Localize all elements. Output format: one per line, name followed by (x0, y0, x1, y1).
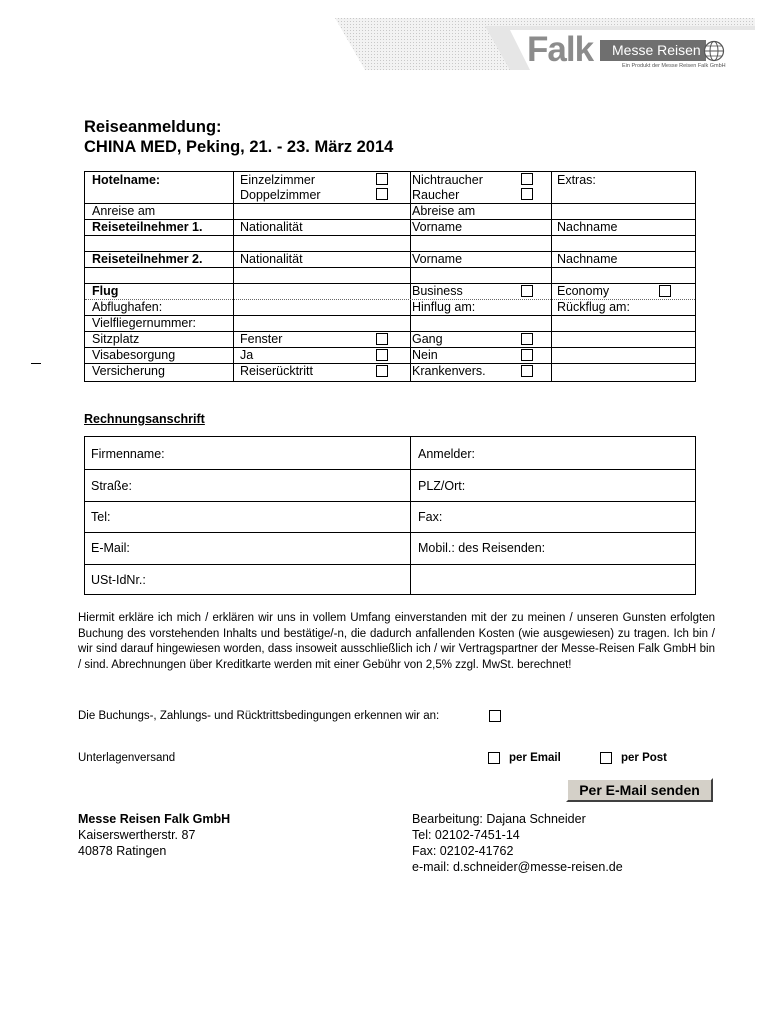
globe-icon (703, 40, 725, 62)
label-business: Business (412, 284, 463, 298)
label-flug: Flug (92, 284, 119, 298)
terms-text: Die Buchungs-, Zahlungs- und Rücktrittsbedingungen erkennen wir an: (78, 710, 440, 722)
checkbox-doppelzimmer[interactable] (376, 188, 388, 200)
checkbox-nichtraucher[interactable] (521, 173, 533, 185)
billing-table (84, 436, 696, 595)
label-anreise: Anreise am (92, 204, 156, 218)
label-nationalitaet-2: Nationalität (240, 252, 303, 266)
label-per-post: per Post (621, 752, 668, 764)
checkbox-reiseruecktritt[interactable] (376, 365, 388, 377)
contact-email: e-mail: d.schneider@messe-reisen.de (412, 860, 623, 874)
label-vorname-2: Vorname (412, 252, 463, 266)
label-nachname-2: Nachname (557, 252, 618, 266)
label-einzelzimmer: Einzelzimmer (240, 173, 316, 187)
label-nichtraucher: Nichtraucher (412, 173, 483, 187)
checkbox-krankenvers[interactable] (521, 365, 533, 377)
label-nationalitaet-1: Nationalität (240, 220, 303, 234)
label-sitzplatz: Sitzplatz (92, 332, 140, 346)
label-per-email: per Email (509, 752, 561, 764)
checkbox-per-email[interactable] (488, 752, 500, 764)
logo-brand-box: Messe Reisen (600, 40, 706, 61)
label-teilnehmer-1: Reiseteilnehmer 1. (92, 220, 203, 234)
label-reiseruecktritt: Reiserücktritt (240, 364, 313, 378)
label-mobil: Mobil.: des Reisenden: (418, 541, 546, 555)
logo-falk: Falk (527, 30, 594, 69)
label-hotelname: Hotelname: (92, 173, 161, 187)
label-doppelzimmer: Doppelzimmer (240, 188, 321, 202)
checkbox-per-post[interactable] (600, 752, 612, 764)
shipping-label: Unterlagenversand (78, 752, 176, 764)
label-tel: Tel: (91, 510, 111, 524)
label-fenster: Fenster (240, 332, 283, 346)
label-raucher: Raucher (412, 188, 460, 202)
label-ja: Ja (240, 348, 254, 362)
label-plz: PLZ/Ort: (418, 479, 466, 493)
page-title: Reiseanmeldung: (84, 118, 222, 136)
label-fax: Fax: (418, 510, 443, 524)
checkbox-gang[interactable] (521, 333, 533, 345)
label-strasse: Straße: (91, 479, 132, 493)
label-rueckflug: Rückflug am: (557, 300, 630, 314)
label-nachname-1: Nachname (557, 220, 618, 234)
label-abreise: Abreise am (412, 204, 476, 218)
company-name: Messe Reisen Falk GmbH (78, 812, 231, 826)
send-email-button[interactable]: Per E-Mail senden (566, 778, 713, 802)
contact-tel: Tel: 02102-7451-14 (412, 828, 520, 842)
checkbox-einzelzimmer[interactable] (376, 173, 388, 185)
label-teilnehmer-2: Reiseteilnehmer 2. (92, 252, 203, 266)
label-vielflieger: Vielfliegernummer: (92, 316, 196, 330)
label-gang: Gang (412, 332, 443, 346)
label-hinflug: Hinflug am: (412, 300, 476, 314)
checkbox-visa-ja[interactable] (376, 349, 388, 361)
margin-mark (31, 363, 41, 364)
label-email: E-Mail: (91, 541, 130, 555)
company-city: 40878 Ratingen (78, 844, 167, 858)
label-firmenname: Firmenname: (91, 447, 165, 461)
event-title: CHINA MED, Peking, 21. - 23. März 2014 (84, 138, 394, 156)
contact-person: Bearbeitung: Dajana Schneider (412, 812, 586, 826)
declaration-text: Hiermit erkläre ich mich / erklären wir uns in vollem Umfang einverstanden mit der zu meinen / unseren Gunsten erfolgten Buchung des vorstehenden Inhalts und bestätige/-n, die dadurch anfallenden Kosten (wie ausgewiesen) zu tragen. Ich bin / wir sind darauf hingewiesen worden, dass insoweit ausschließlich ich / wir Vertragspartner der Messe-Reisen Falk GmbH bin / sind. Abrechnungen über Kreditkarte werden mit einer Gebühr von 2,5% zzgl. MwSt. berechnet! (78, 612, 715, 671)
logo-tagline: Ein Produkt der Messe Reisen Falk GmbH (622, 63, 726, 69)
label-nein: Nein (412, 348, 438, 362)
checkbox-business[interactable] (521, 285, 533, 297)
checkbox-fenster[interactable] (376, 333, 388, 345)
label-abflughafen: Abflughafen: (92, 300, 163, 314)
checkbox-raucher[interactable] (521, 188, 533, 200)
contact-fax: Fax: 02102-41762 (412, 844, 514, 858)
label-visa: Visabesorgung (92, 348, 176, 362)
label-anmelder: Anmelder: (418, 447, 475, 461)
label-vorname-1: Vorname (412, 220, 463, 234)
label-versicherung: Versicherung (92, 364, 165, 378)
checkbox-economy[interactable] (659, 285, 671, 297)
label-krankenvers: Krankenvers. (412, 364, 486, 378)
billing-heading: Rechnungsanschrift (84, 412, 205, 426)
label-extras: Extras: (557, 173, 596, 187)
checkbox-visa-nein[interactable] (521, 349, 533, 361)
label-ust: USt-IdNr.: (91, 573, 146, 587)
checkbox-terms[interactable] (489, 710, 501, 722)
label-economy: Economy (557, 284, 610, 298)
booking-table (84, 171, 696, 382)
company-street: Kaiserswertherstr. 87 (78, 828, 196, 842)
